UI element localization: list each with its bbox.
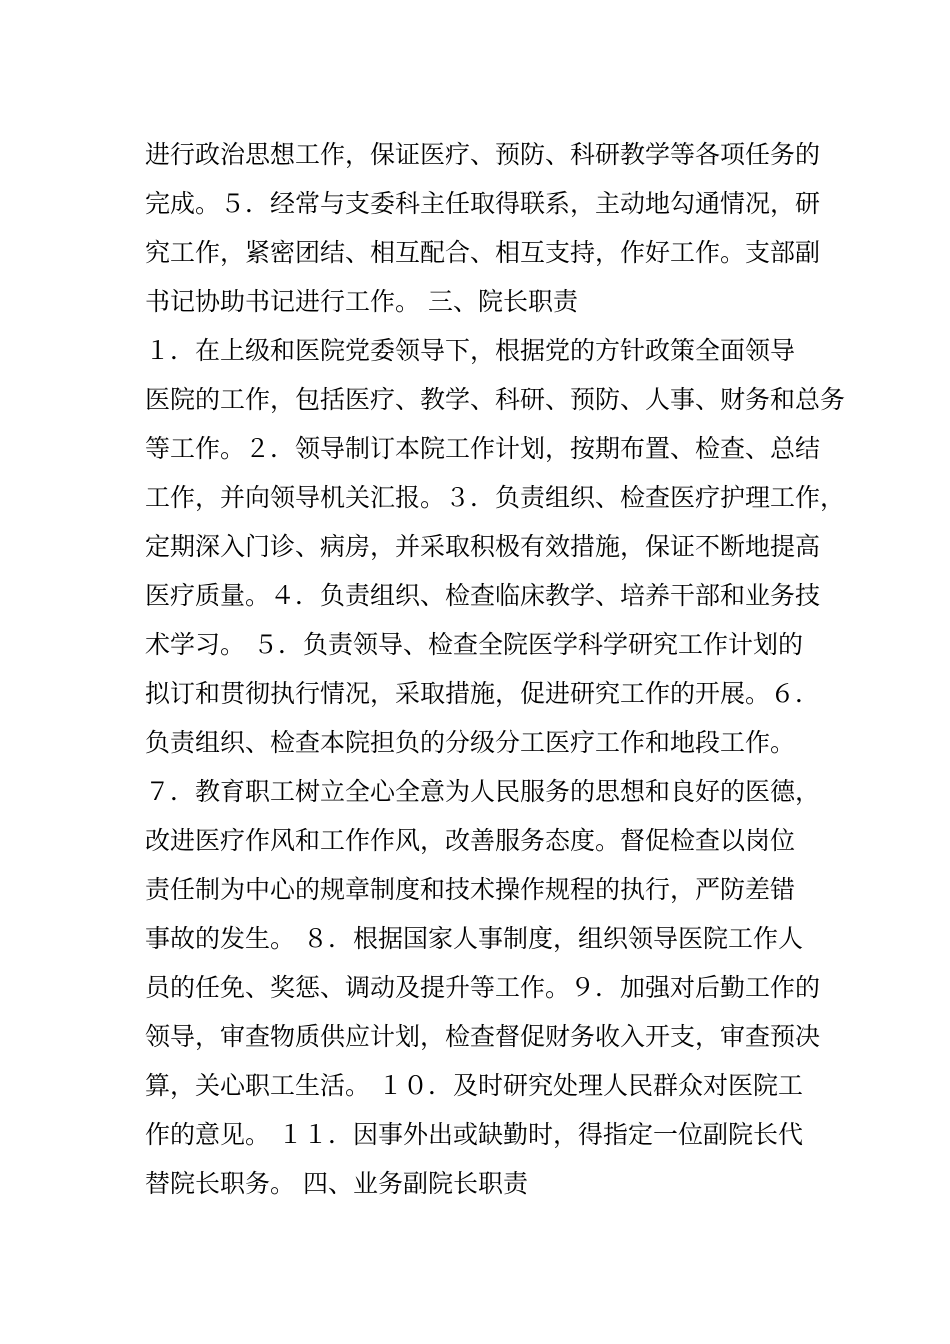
text-line: 定期深入门诊、病房，并采取积极有效措施，保证不断地提高 [145, 532, 821, 561]
text-line: 拟订和贯彻执行情况，采取措施，促进研究工作的开展。６． [145, 679, 821, 708]
text-line: ７．教育职工树立全心全意为人民服务的思想和良好的医德， [145, 777, 821, 806]
text-line: 等工作。２．领导制订本院工作计划，按期布置、检查、总结 [145, 434, 821, 463]
text-line: １．在上级和医院党委领导下，根据党的方针政策全面领导 [145, 336, 796, 365]
text-line: 完成。５．经常与支委科主任取得联系，主动地勾通情况，研 [145, 189, 821, 218]
text-line: 作的意见。 １１．因事外出或缺勤时，得指定一位副院长代 [145, 1120, 803, 1149]
text-line: 领导，审查物质供应计划，检查督促财务收入开支，审查预决 [145, 1022, 821, 1051]
text-line: 医疗质量。４．负责组织、检查临床教学、培养干部和业务技 [145, 581, 821, 610]
text-line: 负责组织、检查本院担负的分级分工医疗工作和地段工作。 [145, 728, 796, 757]
text-line: 替院长职务。 四、业务副院长职责 [145, 1169, 528, 1198]
text-line: 书记协助书记进行工作。 三、院长职责 [145, 287, 578, 316]
text-line: 事故的发生。 ８．根据国家人事制度，组织领导医院工作人 [145, 924, 803, 953]
text-line: 术学习。 ５．负责领导、检查全院医学科学研究工作计划的 [145, 630, 803, 659]
text-line: 责任制为中心的规章制度和技术操作规程的执行，严防差错 [145, 875, 796, 904]
text-line: 员的任免、奖惩、调动及提升等工作。９．加强对后勤工作的 [145, 973, 821, 1002]
text-line: 进行政治思想工作，保证医疗、预防、科研教学等各项任务的 [145, 140, 821, 169]
document-text [145, 130, 845, 1208]
text-line: 究工作，紧密团结、相互配合、相互支持，作好工作。支部副 [145, 238, 821, 267]
text-line: 改进医疗作风和工作作风，改善服务态度。督促检查以岗位 [145, 826, 796, 855]
text-line: 医院的工作，包括医疗、教学、科研、预防、人事、财务和总务 [145, 385, 845, 414]
text-line: 算，关心职工生活。 １０．及时研究处理人民群众对医院工 [145, 1071, 803, 1100]
text-line: 工作，并向领导机关汇报。３．负责组织、检查医疗护理工作， [145, 483, 845, 512]
